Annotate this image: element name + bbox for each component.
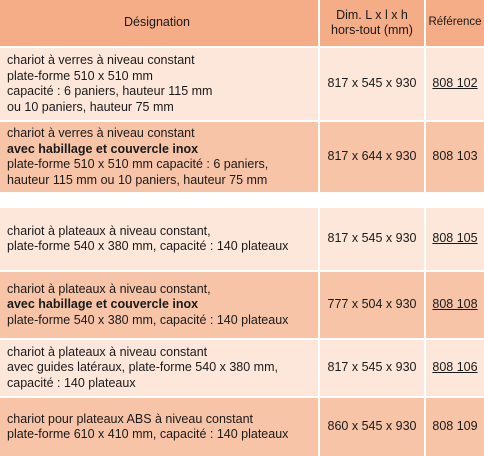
row-reference (424, 398, 484, 456)
reference-link[interactable]: 808 108 (432, 297, 478, 312)
row-dimensions: 860 x 545 x 930 (318, 398, 424, 456)
header-dimensions-line2: hors-tout (mm) (331, 23, 413, 37)
table-row (0, 398, 484, 456)
row-dimensions: 817 x 545 x 930 (318, 340, 424, 396)
designation-line: hauteur 115 mm ou 10 paniers, hauteur 75 mm (7, 172, 268, 187)
designation-line: ou 10 paniers, hauteur 75 mm (7, 99, 174, 114)
designation-line: avec habillage et couvercle inox (7, 297, 199, 312)
row-designation (0, 272, 318, 338)
designation-line: chariot à plateaux à niveau constant, (7, 223, 211, 238)
row-designation (0, 48, 318, 120)
row-reference (424, 272, 484, 338)
header-dimensions (318, 0, 424, 46)
designation-line: chariot à verres à niveau constant (7, 126, 195, 140)
table-row (0, 48, 484, 120)
reference-link[interactable]: 808 105 (432, 231, 478, 246)
row-designation (0, 208, 318, 270)
row-dimensions: 817 x 545 x 930 (318, 48, 424, 120)
designation-line: capacité : 6 paniers, hauteur 115 mm (7, 84, 213, 98)
table-row (0, 208, 484, 270)
designation-line: avec guides latéraux, plate-forme 540 x 380 mm, (7, 360, 278, 375)
designation-line: plate-forme 540 x 380 mm, capacité : 140 plateaux (7, 239, 289, 253)
header-designation: Désignation (0, 0, 318, 46)
designation-line: chariot à plateaux à niveau constant (7, 344, 208, 359)
designation-line: chariot à plateaux à niveau constant, (7, 281, 211, 296)
table-row (0, 272, 484, 338)
designation-line: plate-forme 540 x 380 mm, capacité : 140 plateaux (7, 312, 289, 327)
reference-text: 808 103 (432, 149, 478, 164)
reference-link[interactable]: 808 102 (432, 76, 478, 91)
designation-line: chariot à verres à niveau constant (7, 53, 195, 67)
designation-line: plate-forme 510 x 510 mm (7, 68, 153, 83)
row-dimensions: 817 x 545 x 930 (318, 208, 424, 270)
row-reference (424, 208, 484, 270)
row-designation (0, 398, 318, 456)
header-reference: Référence (424, 0, 484, 46)
designation-line: chariot pour plateaux ABS à niveau constant (7, 411, 253, 426)
designation-line: plate-forme 510 x 510 mm capacité : 6 paniers, (7, 157, 269, 171)
reference-link[interactable]: 808 106 (432, 360, 478, 375)
designation-line: plate-forme 610 x 410 mm, capacité : 140 plateaux (7, 427, 289, 441)
row-dimensions: 817 x 644 x 930 (318, 122, 424, 192)
reference-text: 808 109 (432, 419, 478, 434)
row-reference (424, 48, 484, 120)
row-designation (0, 122, 318, 192)
row-designation (0, 340, 318, 396)
table-header (0, 0, 484, 46)
table-row (0, 122, 484, 192)
designation-line: capacité : 140 plateaux (7, 375, 136, 390)
designation-line: avec habillage et couvercle inox (7, 141, 199, 156)
header-dimensions-line1: Dim. L x l x h (336, 7, 408, 22)
row-reference (424, 122, 484, 192)
table-row (0, 340, 484, 396)
row-reference (424, 340, 484, 396)
row-dimensions: 777 x 504 x 930 (318, 272, 424, 338)
